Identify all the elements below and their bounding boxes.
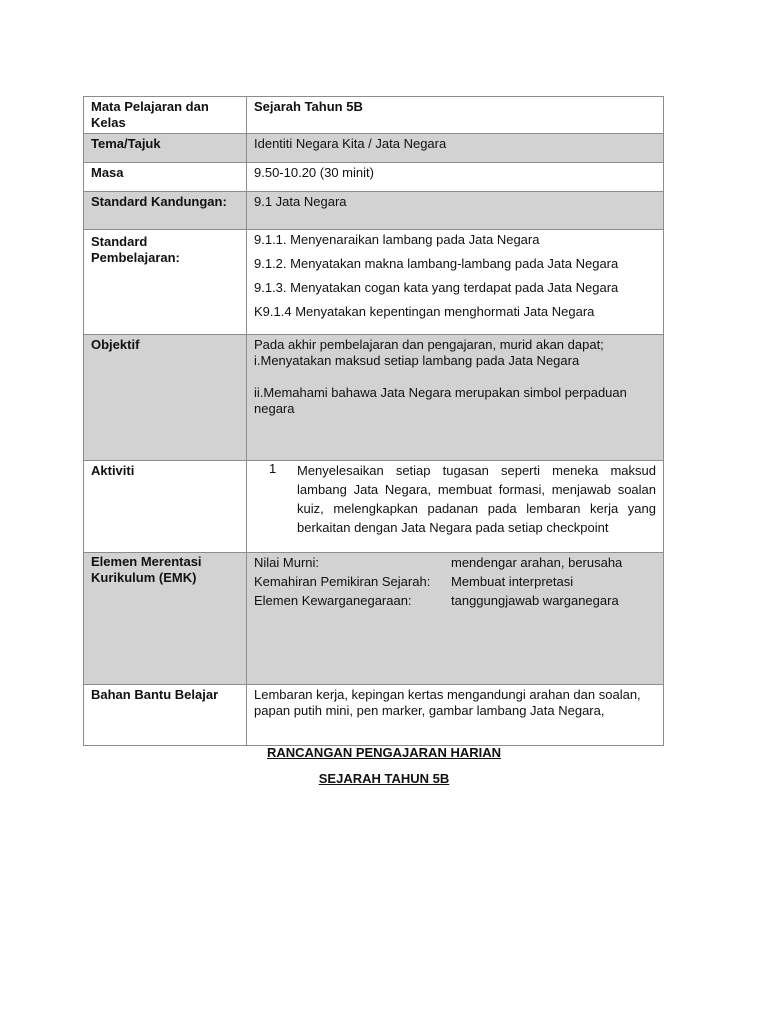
objektif-item: ii.Memahami bahawa Jata Negara merupakan simbol perpaduan negara <box>254 385 627 416</box>
emk-value: Membuat interpretasi <box>451 574 574 589</box>
value-bahan: Lembaran kerja, kepingan kertas mengandungi arahan dan soalan, papan putih mini, pen marker, gambar lambang Jata Negara, <box>247 685 664 746</box>
emk-item <box>254 553 656 572</box>
aktiviti-text: Menyelesaikan setiap tugasan seperti meneka maksud lambang Jata Negara, membuat formasi, menjawab soalan kuiz, melengkapkan padanan pada lembaran kerja yang berkaitan dengan Jata Negara pada setiap checkpoint <box>297 463 656 535</box>
label-standard-pembelajaran: Standard Pembelajaran: <box>84 230 247 335</box>
emk-key: Elemen Kewarganegaraan: <box>254 593 412 608</box>
value-standard-pembelajaran <box>247 230 664 335</box>
emk-value: tanggungjawab warganegara <box>451 593 619 608</box>
value-tema: Identiti Negara Kita / Jata Negara <box>247 134 664 163</box>
aktiviti-number: 1 <box>269 461 277 476</box>
row-tema <box>84 134 664 163</box>
emk-key: Nilai Murni: <box>254 555 320 570</box>
label-standard-kandungan: Standard Kandungan: <box>84 192 247 230</box>
emk-item <box>254 591 656 610</box>
label-mata-pelajaran: Mata Pelajaran dan Kelas <box>84 97 247 134</box>
standard-pembelajaran-item: 9.1.2. Menyatakan makna lambang-lambang pada Jata Negara <box>254 256 619 271</box>
document-title: RANCANGAN PENGAJARAN HARIAN <box>266 745 501 760</box>
row-mata-pelajaran <box>84 97 664 134</box>
label-bahan: Bahan Bantu Belajar <box>84 685 247 746</box>
row-bahan <box>84 685 664 746</box>
label-masa: Masa <box>84 163 247 192</box>
value-masa: 9.50-10.20 (30 minit) <box>247 163 664 192</box>
row-objektif <box>84 335 664 461</box>
label-aktiviti: Aktiviti <box>84 461 247 553</box>
row-masa <box>84 163 664 192</box>
value-mata-pelajaran: Sejarah Tahun 5B <box>247 97 664 134</box>
row-standard-kandungan <box>84 192 664 230</box>
objektif-spacer <box>254 369 656 385</box>
row-emk <box>84 553 664 685</box>
standard-pembelajaran-item: 9.1.3. Menyatakan cogan kata yang terdapat pada Jata Negara <box>254 280 619 295</box>
value-emk <box>247 553 664 685</box>
value-objektif <box>247 335 664 461</box>
lesson-plan-table <box>83 96 664 746</box>
aktiviti-item <box>254 461 656 537</box>
label-objektif: Objektif <box>84 335 247 461</box>
objektif-intro: Pada akhir pembelajaran dan pengajaran, murid akan dapat; <box>254 337 604 352</box>
standard-pembelajaran-item: 9.1.1. Menyenaraikan lambang pada Jata Negara <box>254 232 540 247</box>
value-aktiviti <box>247 461 664 553</box>
objektif-item: i.Menyatakan maksud setiap lambang pada Jata Negara <box>254 353 580 368</box>
label-emk: Elemen Merentasi Kurikulum (EMK) <box>84 553 247 685</box>
label-tema: Tema/Tajuk <box>84 134 247 163</box>
value-standard-kandungan: 9.1 Jata Negara <box>247 192 664 230</box>
standard-pembelajaran-item: K9.1.4 Menyatakan kepentingan menghormati Jata Negara <box>254 304 595 319</box>
emk-value: mendengar arahan, berusaha <box>451 555 623 570</box>
emk-item <box>254 572 656 591</box>
emk-key: Kemahiran Pemikiran Sejarah: <box>254 574 431 589</box>
row-standard-pembelajaran <box>84 230 664 335</box>
document-subtitle: SEJARAH TAHUN 5B <box>318 771 450 786</box>
row-aktiviti <box>84 461 664 553</box>
